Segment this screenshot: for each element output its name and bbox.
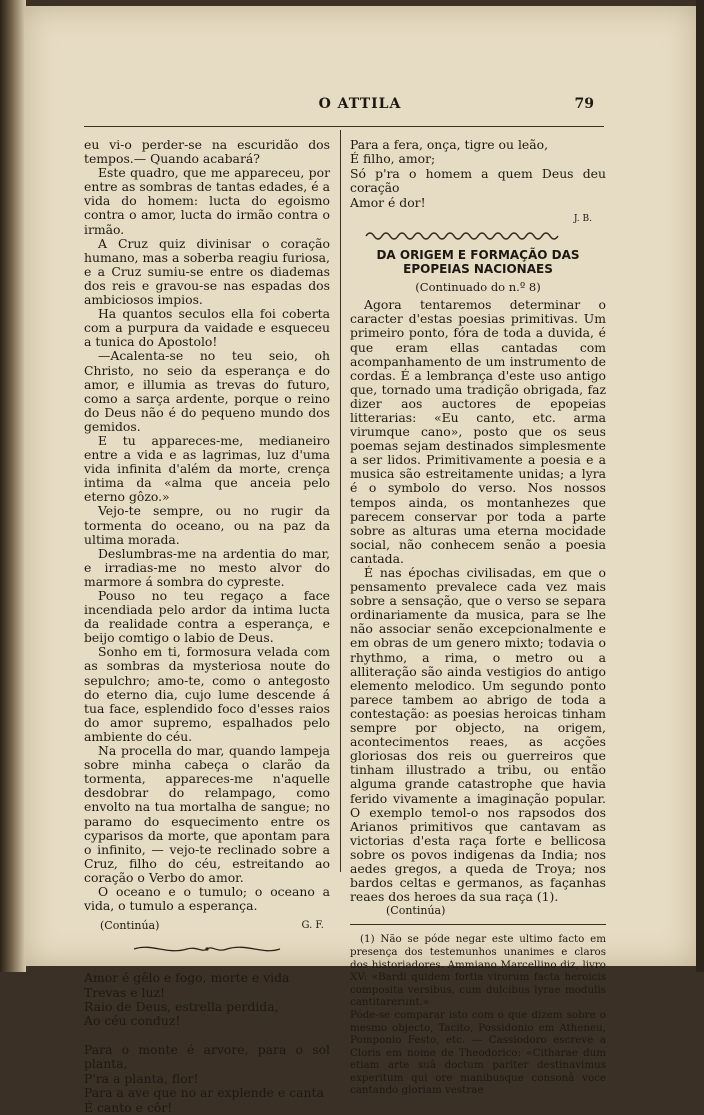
paragraph: Na procella do mar, quando lampeja sobre minha cabeça o clarão da tormenta, appareces-me n'aquelle desdobrar do relampago, como envolto na tua mortalha de sangue; no paramo do esquecimento entre os cyparisos da morte, que apontam para o infinito, — vejo-te reclinado sobre a Cruz, filho do céu, estreitando ao coração o Verbo do amor.	[84, 743, 330, 885]
left-column	[84, 138, 330, 1115]
continua-label: (Continúa)	[100, 919, 160, 933]
paragraph: A Cruz quiz divinisar o coração humano, mas a soberba reagiu furiosa, e a Cruz sumiu-se entre os diademas dos reis e gravou-se nas espadas dos ambiciosos impios.	[84, 235, 330, 308]
paragraph: É nas épochas civilisadas, em que o pensamento prevalece cada vez mais sobre a sensação, que o verso se separa ordinariamente da musica, para se lhe não associar senão excepcionalmente e em obras de um genero mixto; todavia o rhythmo, a rima, o metro ou a alliteração são ainda vestigios do antigo elemento melodico. Um segundo ponto parece tambem ao abrigo de toda a contestação: as poesias heroicas tinham sempre por objecto, na origem, acontecimentos reaes, as acções gloriosas dos reis ou guerreiros que tinham illustrado a tribu, ou então alguma grande catastrophe que havia ferido vivamente a imaginação popular. O exemplo temol-o nos rapsodos dos Arianos primitivos que cantavam as victorias d'esta raça forte e bellicosa sobre os povos indigenas da India; nos aedes gregos, a queda de Troya; nos bardos celtas e germanos, as façanhas reaes dos heroes da sua raça (1).	[350, 565, 606, 905]
footnote-paragraph: Póde-se comparar isto com o que dizem sobre o mesmo objecto, Tacito, Possidonio em Atheneu, Pomponio Festo, etc. — Cassiodoro escreve a Cloris em nome de Theodorico: «Citharae dum etiam arte suâ doctum pariter destinavimus experitum qui ore manibusque consonâ voce cantando gloriam vestrae	[350, 1008, 606, 1097]
column-divider	[340, 130, 341, 872]
poem-stanza	[350, 138, 606, 210]
background-strip	[696, 0, 704, 972]
paragraph: Ha quantos seculos ella foi coberta com a purpura da vaidade e esqueceu a tunica do Apostolo!	[84, 306, 330, 350]
article-title: DA ORIGEM E FORMAÇÃO DAS EPOPEIAS NACIONAES	[376, 248, 580, 277]
poem-line: Para a fera, onça, tigre ou leão,	[350, 137, 549, 152]
paragraph: Sonho em ti, formosura velada com as sombras da mysteriosa noute do sepulchro; amo-te, como o antegosto do eterno dia, cujo lume descende á tua face, esplendido foco d'esses raios do amor supremo, espalhados pelo ambiente do céu.	[84, 644, 330, 744]
paragraph: Pouso no teu regaço a face incendiada pelo ardor da intima lucta da realidade contra a esperança, e beijo comtigo o labio de Deus.	[84, 588, 330, 646]
poem-stanza	[84, 971, 330, 1029]
page-number: 79	[574, 96, 594, 112]
poem-stanza	[84, 1043, 330, 1115]
paragraph: Vejo-te sempre, ou no rugir da tormenta do oceano, ou na paz da ultima morada.	[84, 503, 330, 547]
paragraph: —Acalenta-se no teu seio, oh Christo, no seio da esperança e do amor, e illumia as trevas do futuro, como a sarça ardente, porque o reino do Deus não é do pequeno mundo dos gemidos.	[84, 348, 330, 434]
poem-line: Trevas e luz!	[84, 984, 165, 1000]
newspaper-page	[24, 6, 696, 1115]
continua-label: (Continúa)	[386, 904, 446, 918]
paragraph: Agora tentaremos determinar o caracter d'estas poesias primitivas. Um primeiro ponto, fóra de toda a duvida, é que eram ellas cantadas com acompanhamento de um instrumento de cordas. É a lembrança d'este uso antigo que, tornado uma tradição obrigada, faz dizer aos auctores de epopeias litterarias: «Eu canto, etc. arma virumque cano», posto que os seus poemas sejam destinados simplesmente a ser lidos. Primitivamente a poesia e a musica são estreitamente unidas; a lyra é o symbolo do verso. Nos nossos tempos ainda, os montanhezes que parecem conservar por toda a parte sobre as alturas uma eterna mocidade social, não conhecem senão a poesia cantada.	[350, 297, 606, 566]
paragraph: Este quadro, que me appareceu, por entre as sombras de tantas edades, é a vida do homem: lucta do egoismo contra o amor, lucta do irmão contra o irmão.	[84, 165, 330, 237]
poem-line: Ao céu conduz!	[84, 1013, 181, 1029]
article-subtitle: (Continuado do n.º 8)	[415, 280, 541, 295]
poem-line: Amor é gêlo e fogo, morte e vida	[84, 970, 290, 986]
continuation-line	[84, 919, 330, 933]
paragraph: E tu appareces-me, medianeiro entre a vida e as lagrimas, luz d'uma vida infinita d'além da morte, crença intima da «alma que anceia pelo eterno gôzo.»	[84, 432, 330, 505]
wavy-ornament-icon	[364, 230, 564, 242]
poem-line: Raio de Deus, estrella perdida,	[84, 999, 279, 1015]
paragraph: O oceano e o tumulo; o oceano a vida, o tumulo a esperança.	[84, 883, 330, 914]
footnote	[350, 933, 606, 1097]
ornament-divider-icon	[132, 941, 282, 957]
poem-signature: J. B.	[573, 214, 592, 225]
poem-line: É filho, amor;	[350, 151, 436, 167]
poem-line: P'ra a planta, flor!	[84, 1070, 199, 1086]
poem-line: Só p'ra o homem a quem Deus deu coração	[350, 165, 606, 196]
paragraph: eu vi-o perder-se na escuridão dos tempos.— Quando acabará?	[84, 137, 330, 167]
facing-page-edge	[0, 0, 26, 972]
paragraph: Deslumbras-me na ardentia do mar, e irradias-me no mesto alvor do marmore á sombra do cypreste.	[84, 545, 330, 589]
poem-line: Amor é dor!	[350, 194, 426, 210]
author-signature: G. F.	[301, 920, 324, 932]
header-divider	[84, 126, 604, 127]
poem-line: Para a ave que no ar explende e canta	[84, 1085, 324, 1101]
page-header	[24, 96, 696, 120]
footnote-divider	[350, 924, 606, 925]
right-column	[350, 138, 606, 1097]
poem-line: Para o monte é arvore, para o sol planta,	[84, 1041, 330, 1072]
periodical-title: O ATTILA	[318, 96, 402, 112]
footnote-paragraph: (1) Não se póde negar este ultimo facto em presença dos testemunhos unanimes e claros dos historiadores. Ammiano Marcellino diz, livro XV: «Bardi quidem fortia virorum facta heroicis composita versibus, cum dulcibus lyrae modulis cantitarerunt.»	[350, 933, 606, 1009]
poem-line: É canto e côr!	[84, 1099, 173, 1115]
